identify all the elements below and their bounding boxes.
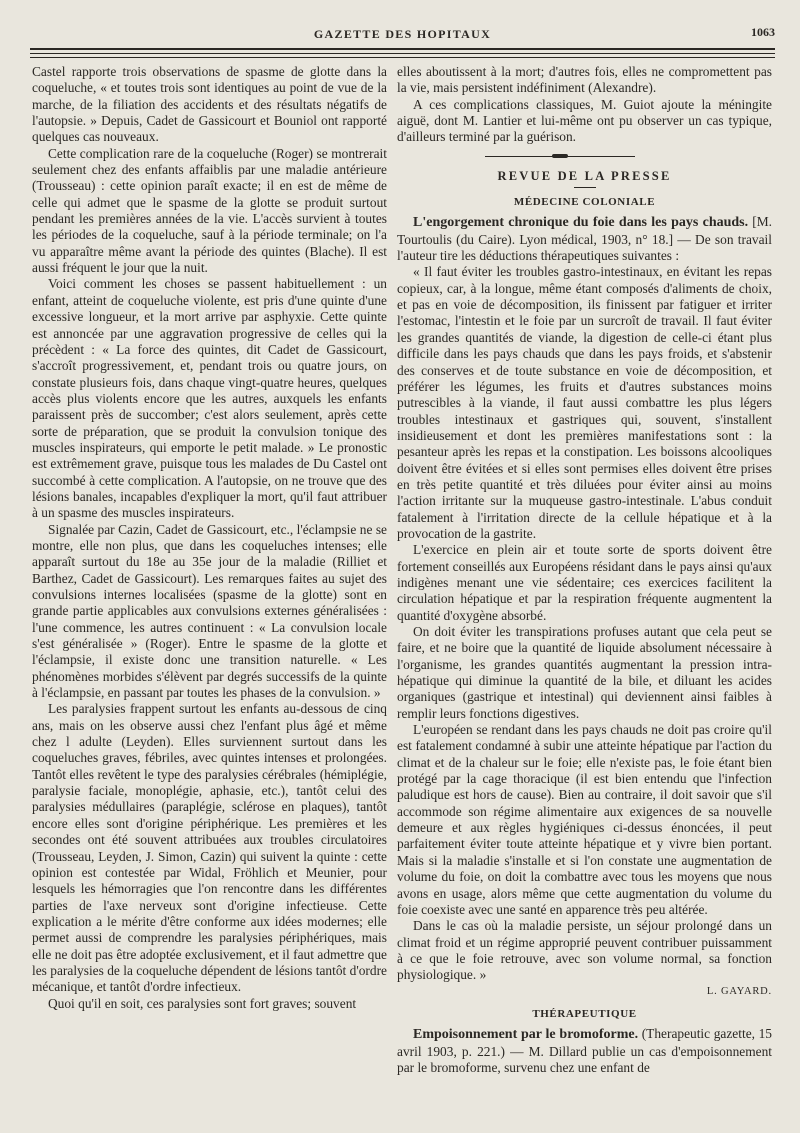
- paragraph: Castel rapporte trois observations de spasme de glotte dans la coqueluche, « et toutes trois sont identiques au point de vue de la marche, de la filiation des accidents et des résultats négatifs de l'autopsie. » Depuis, Cadet de Gassicourt et Bouniol ont rapporté quelques cas nouveaux.: [32, 64, 387, 145]
- short-rule: [574, 187, 596, 188]
- paragraph: Signalée par Cazin, Cadet de Gassicourt, etc., l'éclampsie ne se montre, elle non plus, que dans les coqueluches intenses; elle apparaît surtout du 18e au 35e jour de la maladie (Rilliet et Barthez, Cadet de Gassicourt). Les remarques faites au sujet des convulsions internes localisées (spasme de la glotte) sont en grande partie applicables aux convulsions externes généralisées : l'une commence, les autres continuent : « La convulsion locale s'est généralisée » (Roger). Entre le spasme de la glotte et l'éclampsie, il existe donc une transition naturelle. « Les phénomènes morbides s'élèvent par degrés successifs de la quinte à l'éclampsie, en passant par toutes les phases de la convulsion. »: [32, 521, 387, 701]
- page-header: [30, 22, 775, 46]
- paragraph: Dans le cas où la maladie persiste, un séjour prolongé dans un climat froid et un régime approprié peuvent contribuer puissamment à ce que le foie retrouve, avec son volume normal, sa fonction physiologique. »: [397, 918, 772, 983]
- header-rule-thick: [30, 48, 775, 50]
- left-column: [32, 64, 387, 1012]
- header-rule-thin: [30, 53, 775, 54]
- paragraph: On doit éviter les transpirations profuses autant que cela peut se faire, et ne boire que la quantité de liquide absolument nécessaire à l'organisme, les grandes quantités augmentant la pression intra-hépatique qui diminue la quantité de la bile, et diluant les acides organiques (gastrique et intestinal) qui deviennent ainsi faibles à remplir leurs fonctions digestives.: [397, 624, 772, 721]
- paragraph: L'exercice en plein air et toute sorte de sports doivent être fortement conseillés aux Européens résidant dans le pays ainsi qu'aux indigènes menant une vie sédentaire; ces exercices facilitent la circulation hépatique et par la respiration fréquente augmentent la quantité d'oxygène absorbé.: [397, 542, 772, 623]
- section-title: REVUE DE LA PRESSE: [497, 168, 672, 183]
- paragraph: Les paralysies frappent surtout les enfants au-dessous de cinq ans, mais on les observe aussi chez l'enfant plus âgé et même chez l adulte (Leyden). Elles surviennent surtout dans les coqueluches graves, fébriles, avec quintes intenses et prolongées. Tantôt elles revêtent le type des paralysies cérébrales (hémiplégie, paralysie faciale, monoplégie, aphasie, etc.), tantôt celui des paralysies médullaires (paraplégie, sclérose en plaques), tantôt encore elles sont d'origine périphérique. Les premières et les secondes ont été souvent attribuées aux troubles circulatoires (Trousseau, Leyden, J. Simon, Cazin) qui suivent la quinte : cette opinion est contestée par Widal, Fröhlich et Meunier, pour lesquels les hémorragies que l'on rencontre dans les différentes parties de l'axe nerveux sont d'origine infectieuse. Cette explication a le mérite d'être conforme aux idées modernes; elle permet aussi de comprendre les paralysies périphériques, mais elle ne doit pas être adoptée exclusivement, et il faut admettre que les paralysies de la coqueluche dépendent de lésions tantôt d'ordre mécanique, et tantôt d'ordre infectieux.: [32, 701, 387, 995]
- paragraph: Voici comment les choses se passent habituellement : un enfant, atteint de coqueluche violente, est pris d'une quinte d'une excessive longueur, et la mort arrive par asphyxie. Cette quinte est annoncée par une aggravation progressive de celles qui la précèdent : « La force des quintes, dit Cadet de Gassicourt, s'accroît progressivement, et, pendant trois ou quatre jours, on constate plusieurs fois, dans chaque vingt-quatre heures, quelques accès plus violents encore que les autres, auxquels les enfants paraissent près de succomber; c'est alors seulement, après cette sorte de préparation, que se produit la convulsion tonique des muscles inspirateurs, qui emporte le petit malade. » Le pronostic est extrêmement grave, puisque tous les malades de Du Castel ont succombé à cette complication. A l'autopsie, on ne trouve que des lésions banales, incapables d'expliquer la mort, qu'il faut attribuer à un spasme des muscles inspirateurs.: [32, 276, 387, 521]
- article-intro: [397, 1026, 772, 1076]
- article-citation: [M. Tourtoulis (du Caire). Lyon médical, 1903, n° 18.] — De son travail l'auteur tire les déductions thérapeutiques suivantes :: [397, 214, 772, 264]
- paragraph: A ces complications classiques, M. Guiot ajoute la méningite aiguë, dont M. Lantier et lui-même ont pu observer un cas typique, d'ailleurs terminé par la guérison.: [397, 96, 772, 145]
- author-signature: L. GAYARD.: [706, 985, 772, 997]
- article-title: L'engorgement chronique du foie dans les pays chauds.: [413, 215, 749, 231]
- page-number: 1063: [751, 25, 775, 39]
- article-text: (Therapeutic gazette, 15 avril 1903, p. 221.) — M. Dillard publie un cas d'empoisonnement par le bromoforme, survenu chez une enfant de: [397, 1026, 772, 1075]
- paragraph: Quoi qu'il en soit, ces paralysies sont fort graves; souvent: [48, 995, 357, 1011]
- journal-title: GAZETTE DES HOPITAUX: [313, 27, 492, 41]
- right-column: [397, 64, 772, 1076]
- header-rule-thin-2: [30, 57, 775, 58]
- paragraph: elles aboutissent à la mort; d'autres fois, elles ne compromettent pas la vie, mais persistent indéfiniment (Alexandre).: [397, 64, 772, 96]
- article-title: Empoisonnement par le bromoforme.: [413, 1027, 639, 1043]
- paragraph: L'européen se rendant dans les pays chauds ne doit pas croire qu'il est fatalement condamné à subir une atteinte hépatique par l'action du climat et de la chaleur sur le foie; elle n'existe pas, le foie étant bien protégé par la cage thoracique (il est bien entendu que l'infection paludique est hors de cause). Bien au contraire, il doit savoir que s'il accommode son régime alimentaire aux exigences de sa nouvelle demeure et aux règles hygiéniques ci-dessus énoncées, il peut parfaitement éviter toute atteinte hépatique et y vivre bien portant. Mais si la maladie s'installe et si l'on constate une augmentation de volume du foie, on doit la combattre avec tous les moyens que nous avons en usage, alors même que cette augmentation du volume du foie coexiste avec une santé en apparence très peu altérée.: [397, 722, 772, 917]
- paragraph: « Il faut éviter les troubles gastro-intestinaux, en évitant les repas copieux, car, à la longue, même étant composés d'aliments de choix, et pas en voie de décomposition, ils finissent par fatiguer et irriter l'estomac, l'intestin et le foie par un surcroît de travail. Il faut éviter les grandes quantités de viande, la digestion de celle-ci étant plus difficile dans les pays chauds que dans les pays froids, et s'abstenir des conserves et de toute substance en voie de décomposition, et préférer les légumes, les fruits et d'autres substances moins putrescibles à la viande, il faut aussi combattre les plus légers troubles intestinaux et gastriques qui, souvent, s'installent insidieusement et dont les premières manifestations sont : la pesanteur après les repas et la constipation. Les boissons alcooliques doivent être évitées et si elles sont permises elles doivent être prises en très petite quantité et très diluées pour éviter ainsi au moins l'action irritante sur la muqueuse gastro-intestinale. L'abus conduit fatalement à l'irritation directe de la cellule hépatique et à la provocation de la gastrite.: [397, 264, 772, 541]
- article-intro: [397, 214, 772, 264]
- subsection-title: MÉDECINE COLONIALE: [513, 196, 656, 209]
- subsection-title: THÉRAPEUTIQUE: [532, 1007, 637, 1020]
- paragraph: Cette complication rare de la coqueluche (Roger) se montrerait seulement chez des enfants affaiblis par une maladie antérieure (Trousseau) : cette opinion paraît exacte; il en est de même de celle qui admet que le spasme de la glotte se produit surtout pendant les premières années de la vie. L'accès survient à toutes les périodes de la coqueluche, sauf à la période terminale; on l'a vu apparaître même avant la période des quintes (Blache). Il est aussi fréquent le jour que la nuit.: [32, 145, 387, 276]
- section-separator: [397, 146, 772, 166]
